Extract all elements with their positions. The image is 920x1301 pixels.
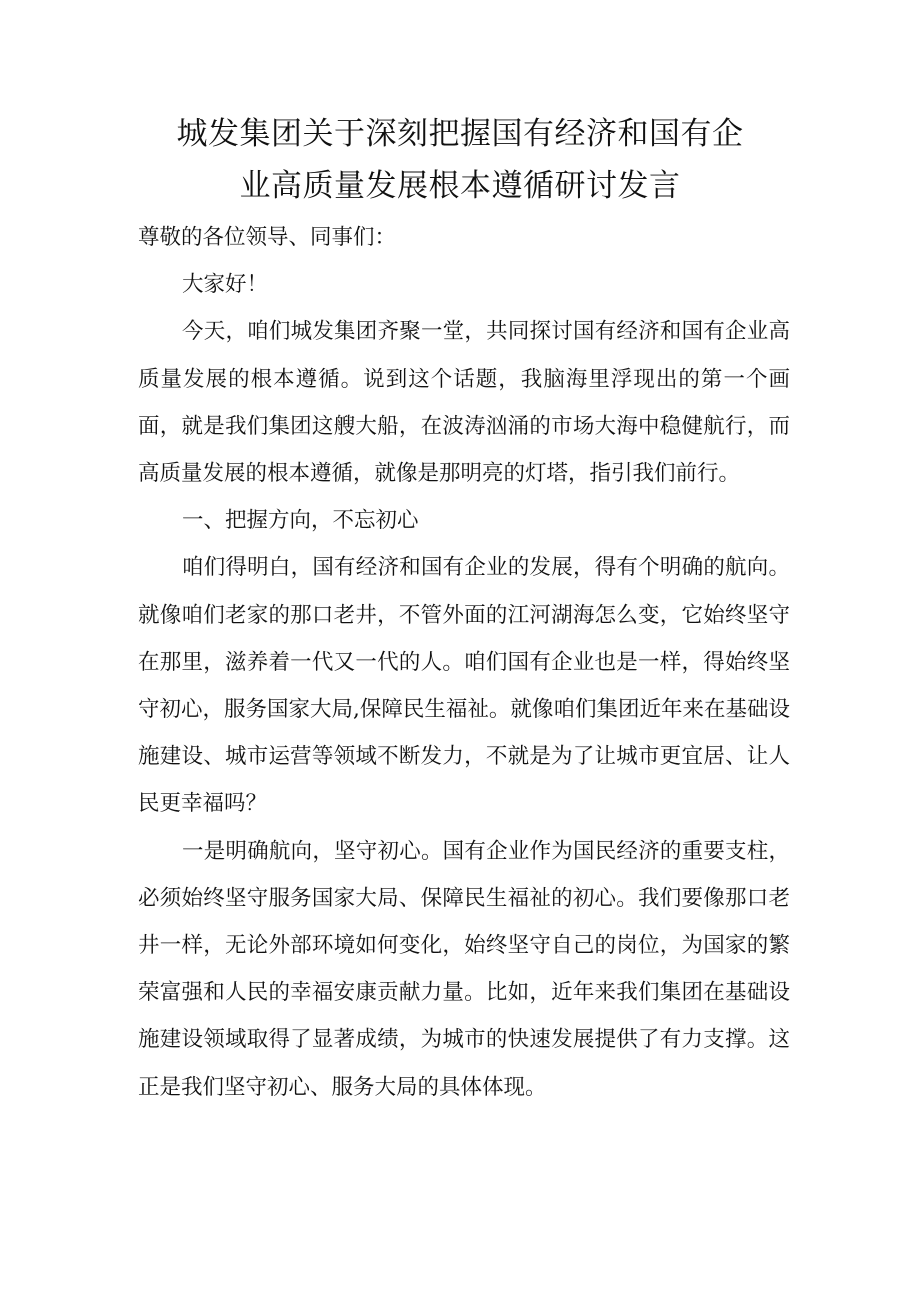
section-1-heading: 一、把握方向，不忘初心: [182, 508, 419, 534]
point-1-paragraph: 一是明确航向，坚守初心。国有企业作为国民经济的重要支柱，必须始终坚守服务国家大局、保障民生福祉的初心。我们要像那口老井一样，无论外部环境如何变化，始终坚守自己的岗位，为国家的繁荣富强和人民的幸福安康贡献力量。比如，近年来我们集团在基础设施建设领域取得了显著成绩，为城市的快速发展提供了有力支撑。这正是我们坚守初心、服务大局的具体体现。: [138, 838, 790, 1100]
greeting: 大家好！: [182, 272, 269, 298]
document-title: [130, 108, 790, 212]
salutation: 尊敬的各位领导、同事们：: [138, 225, 397, 250]
document-body: [138, 214, 790, 1111]
intro-paragraph: 今天，咱们城发集团齐聚一堂，共同探讨国有经济和国有企业高质量发展的根本遵循。说到这个话题，我脑海里浮现出的第一个画面，就是我们集团这艘大船，在波涛汹涌的市场大海中稳健航行，而高质量发展的根本遵循，就像是那明亮的灯塔，指引我们前行。: [138, 319, 790, 487]
title-line-2: 业高质量发展根本遵循研讨发言: [239, 168, 681, 204]
section-1-paragraph: 咱们得明白，国有经济和国有企业的发展，得有个明确的航向。就像咱们老家的那口老井，不管外面的江河湖海怎么变，它始终坚守在那里，滋养着一代又一代的人。咱们国有企业也是一样，得始终坚守初心，服务国家大局,保障民生福祉。就像咱们集团近年来在基础设施建设、城市运营等领域不断发力，不就是为了让城市更宜居、让人民更幸福吗？: [138, 555, 790, 817]
title-line-1: 城发集团关于深刻把握国有经济和国有企: [176, 116, 744, 152]
